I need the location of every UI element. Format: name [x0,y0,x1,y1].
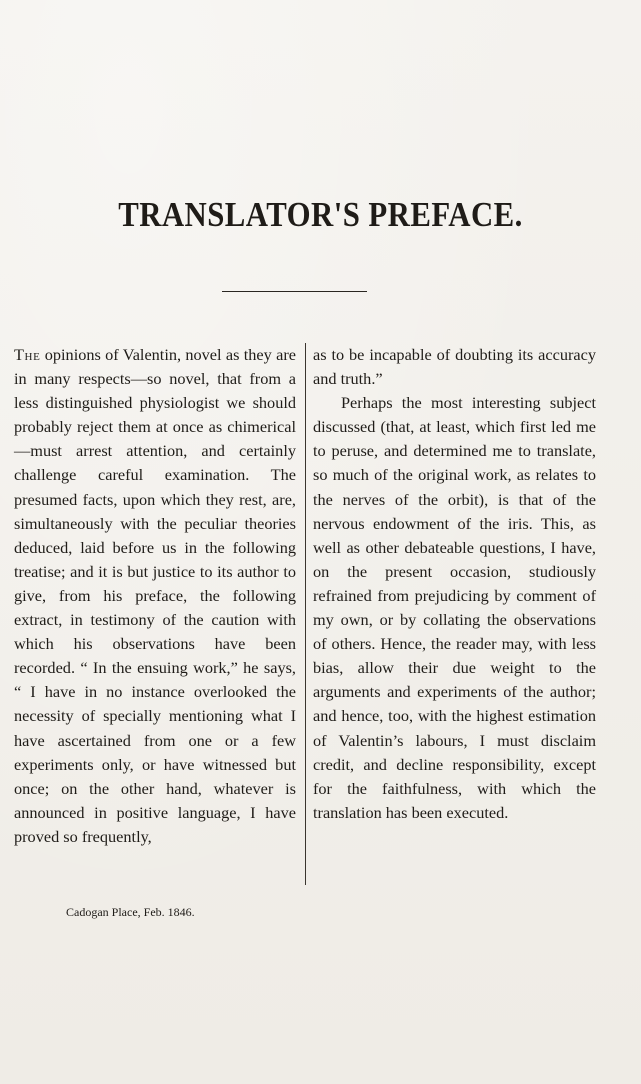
opening-word: The [14,345,41,364]
left-paragraph [14,343,296,849]
left-paragraph-text: opinions of Valentin, novel as they are in many respects—so novel, that from a less distinguished physiologist we should probably reject them at once as chimerical—must arrest attention, and certainly challenge careful examination. The presumed facts, upon which they rest, are, simultaneously with the peculiar theories deduced, laid before us in the following treatise; and it is but justice to its author to give, from his preface, the following extract, in testimony of the caution with which his observations have been recorded. “ In the ensuing work,” he says, “ I have in no instance overlooked the necessity of specially mentioning what I have ascertained from one or a few experiments only, or have witnessed but once; on the other hand, whatever is announced in positive language, I have proved so frequently, [14,345,296,846]
right-column [313,343,596,825]
column-divider [305,343,306,885]
right-paragraph-2: Perhaps the most interesting subject discussed (that, at least, which first led me to peruse, and determined me to translate, so much of the original work, as relates to the nerves of the orbit), is that of the nervous endowment of the iris. This, as well as other debateable questions, I have, on the present occasion, studiously refrained from prejudicing by comment of my own, or by collating the observations of others. Hence, the reader may, with less bias, allow their due weight to the arguments and experiments of the author; and hence, too, with the highest estimation of Valentin’s labours, I must disclaim credit, and decline responsibility, except for the faithfulness, with which the translation has been executed. [313,393,596,822]
page-title: TRANSLATOR'S PREFACE. [118,195,523,234]
place-date-footer: Cadogan Place, Feb. 1846. [66,905,195,919]
title-rule [222,291,367,292]
right-paragraph-1: as to be incapable of doubting its accuracy and truth.” [313,345,596,389]
left-column [14,343,296,849]
